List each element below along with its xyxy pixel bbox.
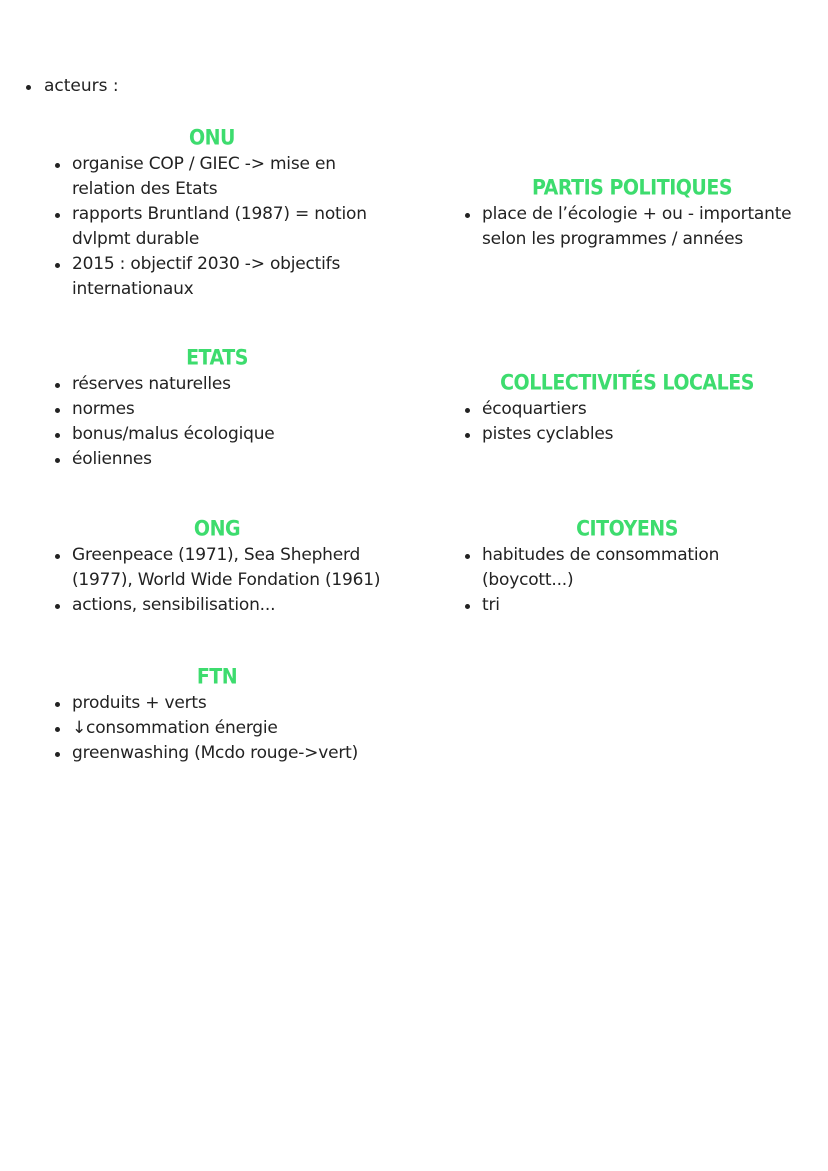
section-collectivites-locales <box>462 369 792 447</box>
section-etats <box>52 344 382 472</box>
section-partis-politiques <box>462 174 802 252</box>
section-heading-ftn: FTN <box>196 664 238 690</box>
section-heading-partis: PARTIS POLITIQUES <box>531 175 733 201</box>
list-item: rapports Bruntland (1987) = notion dvlpmt durable <box>52 202 372 252</box>
section-heading-collectivites: COLLECTIVITÉS LOCALES <box>500 370 754 396</box>
list-item: bonus/malus écologique <box>52 422 382 447</box>
list-item: normes <box>52 397 382 422</box>
section-heading-ong: ONG <box>193 516 241 542</box>
list-item: ↓consommation énergie <box>52 716 382 741</box>
top-bullet-acteurs <box>24 74 828 99</box>
section-list-onu <box>52 152 372 302</box>
list-item: éoliennes <box>52 447 382 472</box>
section-citoyens <box>462 515 792 618</box>
section-onu <box>52 124 372 302</box>
list-item: actions, sensibilisation... <box>52 593 382 618</box>
section-list-etats <box>52 372 382 472</box>
list-item: réserves naturelles <box>52 372 382 397</box>
section-list-collectivites <box>462 397 792 447</box>
section-list-citoyens <box>462 543 792 618</box>
section-list-ong <box>52 543 382 618</box>
top-bullet-label: acteurs : <box>44 76 119 96</box>
list-item: pistes cyclables <box>462 422 792 447</box>
list-item: place de l’écologie + ou - importante selon les programmes / années <box>462 202 802 252</box>
list-item: organise COP / GIEC -> mise en relation des Etats <box>52 152 372 202</box>
section-ftn <box>52 663 382 766</box>
list-item: écoquartiers <box>462 397 792 422</box>
list-item: Greenpeace (1971), Sea Shepherd (1977), World Wide Fondation (1961) <box>52 543 382 593</box>
section-list-ftn <box>52 691 382 766</box>
list-item: habitudes de consommation (boycott...) <box>462 543 792 593</box>
section-heading-etats: ETATS <box>186 345 248 371</box>
list-item: greenwashing (Mcdo rouge->vert) <box>52 741 382 766</box>
section-heading-citoyens: CITOYENS <box>576 516 678 542</box>
list-item: produits + verts <box>52 691 382 716</box>
section-ong <box>52 515 382 618</box>
list-item: tri <box>462 593 792 618</box>
list-item: 2015 : objectif 2030 -> objectifs internationaux <box>52 252 372 302</box>
section-list-partis <box>462 202 802 252</box>
section-heading-onu: ONU <box>189 125 235 151</box>
